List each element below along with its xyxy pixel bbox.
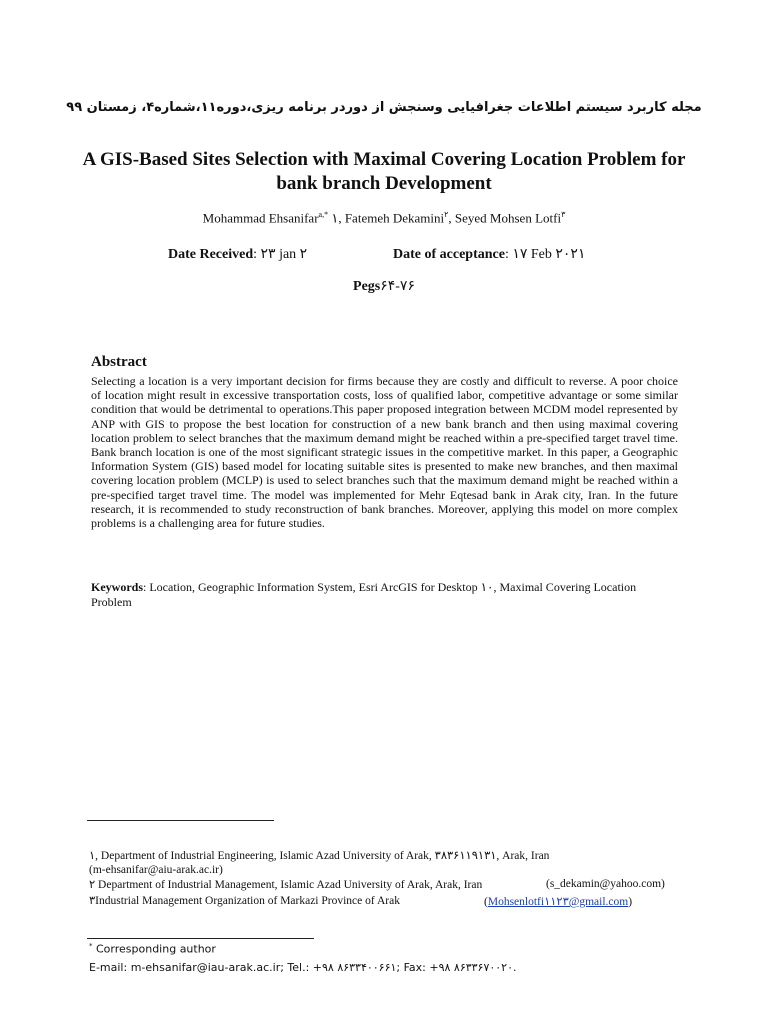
author-separator: , [338,210,345,226]
email-link[interactable]: Mohsenlotfi۱۱۲۳@gmail.com [487,896,629,908]
corresponding-mark: * [89,942,93,950]
date-acceptance-label: Date of acceptance [393,247,505,262]
footnote-3-email [484,894,632,908]
author-superscript: a,* [318,210,329,219]
paren-open: ( [484,896,488,908]
author-superscript: ۳ [561,210,566,219]
author-name: Mohammad Ehsanifar [202,210,319,226]
journal-header: مجله کاربرد سیستم اطلاعات جغرافیایی وسنجش از دوردر برنامه ریزی،دوره۱۱،شماره۴، زمستان ۹۹ [66,100,702,115]
author-superscript: ۲ [444,210,449,219]
page-range-value: ۶۴-۷۶ [380,279,415,294]
abstract-heading: Abstract [91,354,147,370]
paper-title: A GIS-Based Sites Selection with Maximal Covering Location Problem for bank branch Development [82,149,686,194]
page-range-label: Pegs [353,279,381,294]
footnote-1-email: (m-ehsanifar@aiu-arak.ac.ir) [89,864,223,876]
date-acceptance [393,246,585,263]
author-name: Fatemeh Dekamini [344,210,445,226]
footnote-1: ۱, Department of Industrial Engineering, Islamic Azad University of Arak, ۳۸۳۶۱۱۹۱۳۱, Arak, Iran [89,850,550,862]
corresponding-contact: E-mail: m-ehsanifar@iau-arak.ac.ir; Tel.: +۹۸ ۸۶۳۳۴۰۰۶۶۱; Fax: +۹۸ ۸۶۳۳۶۷۰۰۲۰. [89,961,517,974]
date-received-value: : ۲۳ jan ۲ [253,247,308,262]
footnote-3: ۳Industrial Management Organization of Markazi Province of Arak [89,895,400,907]
keywords-text: : Location, Geographic Information System, Esri ArcGIS for Desktop ۱۰, Maximal Covering Location Problem [91,580,637,609]
abstract-text: Selecting a location is a very important decision for firms because they are costly and difficult to reverse. A poor choice of location might result in excessive transportation costs, loss of qualified labor, competitive advantage or some similar condition that would be detrimental to operations.This paper proposed integration between MCDM model represented by ANP with GIS to propose the best location for construction of a new bank branch and then using maximal covering location problem to select branches that the maximum demand might be reached within a pre-specified target travel time. Bank branch location is one of the most significant strategic issues in the competitive market. In this paper, a Geographic Information System (GIS) based model for locating suitable sites is presented to make new branches, and then maximal covering location problem (MCLP) is used to select branches such that the maximum demand might be reached within a pre-specified target travel time. The model was implemented for Mehr Eqtesad bank in Arak city, Iran. In the future research, it is recommended to study reconstruction of bank branches. Moreover, applying this model on more complex problems is a challenging area for future studies. [91,374,678,531]
footnote-2-email: (s_dekamin@yahoo.com) [546,878,665,890]
footnote-2: ۲ Department of Industrial Management, Islamic Azad University of Arak, Arak, Iran [89,879,483,891]
corresponding-label: Corresponding author [92,942,216,956]
page-range [0,278,768,295]
author-line [0,210,768,226]
author-separator: , [448,210,455,226]
author-footnote-mark: ۱ [328,210,339,226]
footnote-divider [87,820,274,821]
corresponding-divider [87,938,314,939]
author-name: Seyed Mohsen Lotfi [454,210,562,226]
keywords [91,580,678,610]
date-acceptance-value: : ۱۷ Feb ۲۰۲۱ [504,247,586,262]
keywords-label: Keywords [91,580,143,594]
corresponding-author-note [89,942,216,956]
date-received [168,246,307,263]
date-received-label: Date Received [168,247,254,262]
paren-close: ) [628,896,633,908]
